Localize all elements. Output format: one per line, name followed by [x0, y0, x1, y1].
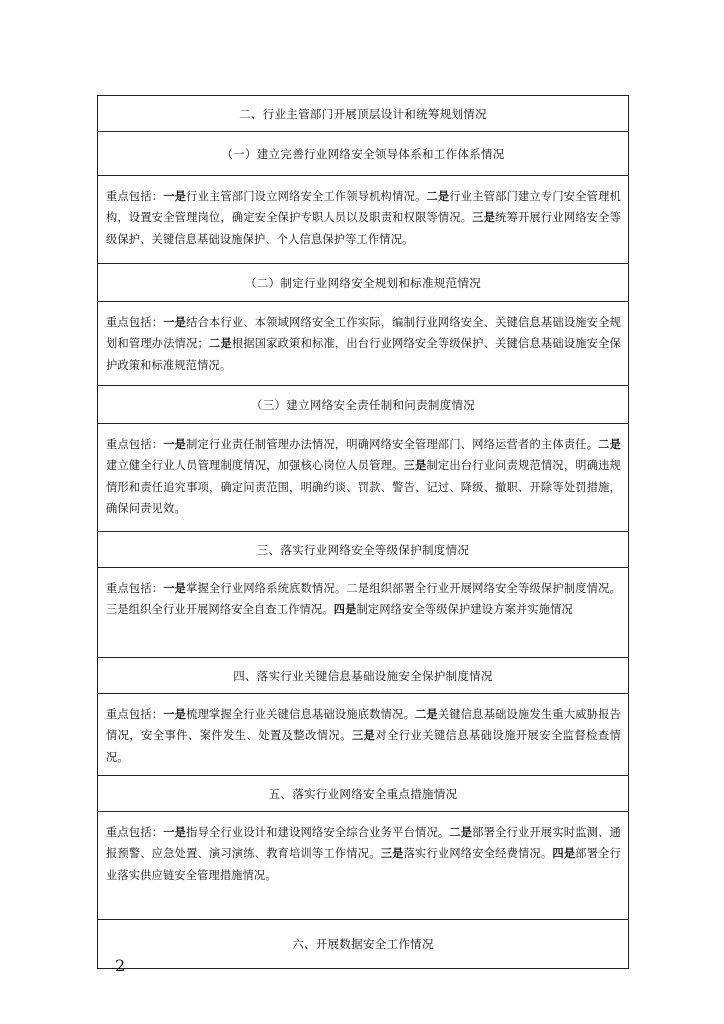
body-text: 部署全行业开展实时监测、通报预警、应急处置、演习演练、教育培训等工作情况。 [106, 826, 621, 861]
section-heading: （二）制定行业网络安全规划和标准规范情况 [98, 264, 628, 302]
emphasis-text: 二是 [598, 438, 621, 451]
emphasis-text: 二是 [426, 190, 450, 203]
section-heading: 二、行业主管部门开展顶层设计和统筹规划情况 [98, 96, 628, 132]
body-text: 建立健全行业人员管理制度情况，加强核心岗位人员管理。 [106, 459, 404, 473]
section-heading: 三、落实行业网络安全等级保护制度情况 [98, 532, 628, 568]
section-body [98, 568, 628, 658]
body-text: 指导全行业设计和建设网络安全综合业务平台情况。 [186, 826, 450, 839]
body-text: 重点包括： [106, 316, 164, 329]
page-number: 2 [115, 956, 126, 975]
emphasis-text: 一是 [163, 438, 187, 451]
section-heading: 四、落实行业关键信息基础设施安全保护制度情况 [98, 658, 628, 694]
emphasis-text: 一是 [163, 708, 187, 721]
body-text: 对全行业关键信息基础设施开展安全监督检查情况。 [106, 729, 622, 764]
section-heading: （一）建立完善行业网络安全领导体系和工作体系情况 [98, 132, 628, 176]
body-text: 重点包括： [106, 438, 164, 451]
inspection-table [97, 95, 629, 969]
emphasis-text: 三是 [380, 847, 404, 861]
body-text: 重点包括： [106, 582, 164, 595]
section-body [98, 812, 628, 920]
body-text: 制定出台行业问责规范情况，明确违规情形和责任追究事项，确定问责范围，明确约谈、罚款、警告、记过、降级、撤职、开除等处罚措施，确保问责见效。 [106, 459, 622, 515]
emphasis-text: 一是 [163, 316, 187, 329]
body-text: 重点包括： [106, 826, 164, 839]
body-text: 结合本行业、本领域网络安全工作实际，编制行业网络安全、关键信息基础设施安全规划和管理办法情况； [106, 316, 621, 351]
body-text: 统筹开展行业网络安全等级保护、关键信息基础设施保护、个人信息保护等工作情况。 [106, 211, 622, 246]
section-heading: （三）建立网络安全责任制和问责制度情况 [98, 386, 628, 424]
body-text: 根据国家政策和标准，出台行业网络安全等级保护、关键信息基础设施安全保护政策和标准规范情况。 [106, 337, 621, 372]
emphasis-text: 一是 [163, 582, 187, 595]
body-text: 行业主管部门建立专门安全管理机构，设置安全管理岗位，确定安全保护专职人员以及职责和权限等情况。 [106, 190, 621, 225]
section-body [98, 694, 628, 776]
body-text: 落实行业网络安全经费情况。 [403, 847, 553, 861]
body-text: 重点包括： [106, 708, 164, 721]
body-text: 制定网络安全等级保护建设方案并实施情况 [356, 603, 573, 617]
section-heading: 五、落实行业网络安全重点措施情况 [98, 776, 628, 812]
section-heading: 六、开展数据安全工作情况 [292, 937, 434, 951]
section-body [98, 176, 628, 264]
section-body [98, 424, 628, 532]
emphasis-text: 四是 [333, 603, 357, 617]
body-text: 行业主管部门设立网络安全工作领导机构情况。 [186, 190, 427, 203]
body-text: 制定行业责任制管理办法情况，明确网络安全管理部门、网络运营者的主体责任。 [186, 438, 599, 451]
emphasis-text: 二是 [208, 337, 232, 351]
emphasis-text: 一是 [163, 190, 187, 203]
body-text: 重点包括： [106, 190, 164, 203]
emphasis-text: 三是 [472, 211, 496, 225]
emphasis-text: 三是 [403, 459, 427, 473]
emphasis-text: 二是 [415, 708, 438, 721]
emphasis-text: 三是 [351, 729, 376, 743]
body-text: 梳理掌握全行业关键信息基础设施底数情况。 [186, 708, 416, 721]
emphasis-text: 二是 [449, 826, 473, 839]
body-text: 关键信息基础设施发生重大威胁报告情况，安全事件、案件发生、处置及整改情况。 [106, 708, 621, 743]
body-text: 部署全行业落实供应链安全管理措施情况。 [106, 847, 621, 882]
emphasis-text: 四是 [552, 847, 576, 861]
body-text: 掌握全行业网络系统底数情况。二是组织部署全行业开展网络安全等级保护制度情况。三是组织全行业开展网络安全自查工作情况。 [106, 582, 621, 617]
section-body [98, 302, 628, 386]
emphasis-text: 一是 [163, 826, 187, 839]
